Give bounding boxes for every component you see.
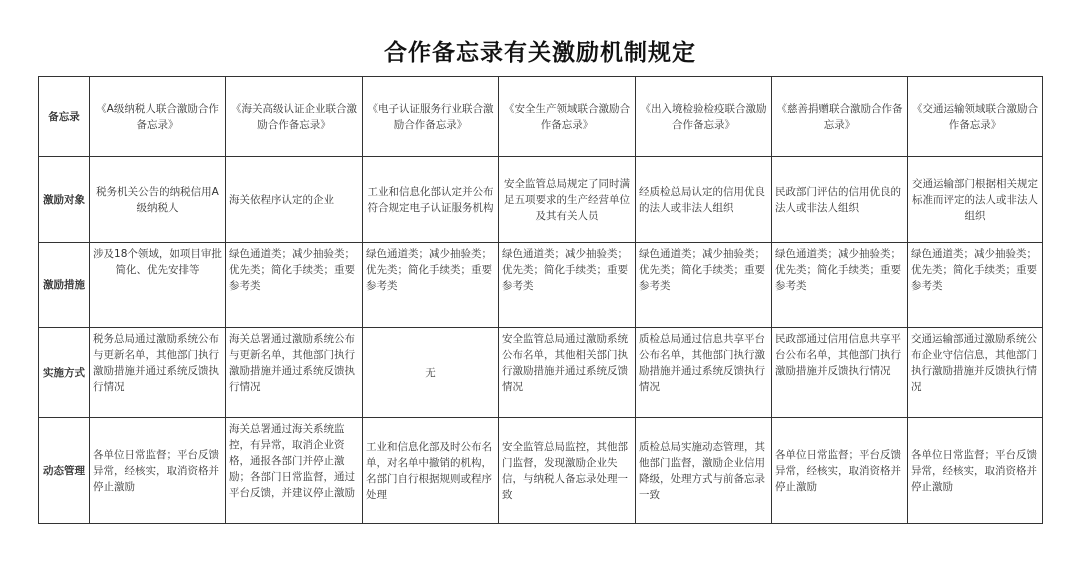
- incentive-table: [38, 76, 1043, 524]
- table-cell: 绿色通道类；减少抽验类；优先类；简化手续类；重要参考类: [908, 243, 1043, 328]
- row-implementation: [39, 328, 1043, 418]
- table-cell: 经质检总局认定的信用优良的法人或非法人组织: [636, 157, 772, 243]
- table-cell: 《电子认证服务行业联合激励合作备忘录》: [363, 77, 499, 157]
- row-header: 动态管理: [39, 418, 90, 524]
- table-cell: 《慈善捐赠联合激励合作备忘录》: [772, 77, 908, 157]
- table-cell: 各单位日常监督；平台反馈异常，经核实，取消资格并停止激励: [772, 418, 908, 524]
- table-cell: 涉及18个领域，如项目审批简化、优先安排等: [90, 243, 226, 328]
- table-cell: 海关总署通过海关系统监控，有异常，取消企业资格，通报各部门并停止激励；各部门日常监督，通过平台反馈，并建议停止激励: [226, 418, 363, 524]
- row-header: 备忘录: [39, 77, 90, 157]
- table-cell: 税务机关公告的纳税信用A级纳税人: [90, 157, 226, 243]
- row-header: 激励对象: [39, 157, 90, 243]
- table-cell: 交通运输部门根据相关规定标准而评定的法人或非法人组织: [908, 157, 1043, 243]
- table-cell: 海关依程序认定的企业: [226, 157, 363, 243]
- table-cell: 海关总署通过激励系统公布与更新名单，其他部门执行激励措施并通过系统反馈执行情况: [226, 328, 363, 418]
- table-cell: 《交通运输领域联合激励合作备忘录》: [908, 77, 1043, 157]
- table-cell: 绿色通道类；减少抽验类；优先类；简化手续类；重要参考类: [636, 243, 772, 328]
- table-cell: 《A级纳税人联合激励合作备忘录》: [90, 77, 226, 157]
- table-cell: 《安全生产领域联合激励合作备忘录》: [499, 77, 636, 157]
- table-cell: 绿色通道类；减少抽验类；优先类；简化手续类；重要参考类: [499, 243, 636, 328]
- table-cell: 无: [363, 328, 499, 418]
- table-cell: 税务总局通过激励系统公布与更新名单，其他部门执行激励措施并通过系统反馈执行情况: [90, 328, 226, 418]
- table-cell: 安全监管总局通过激励系统公布名单，其他相关部门执行激励措施并通过系统反馈情况: [499, 328, 636, 418]
- table-cell: 各单位日常监督；平台反馈异常，经核实，取消资格并停止激励: [90, 418, 226, 524]
- table-cell: 质检总局实施动态管理，其他部门监督，激励企业信用降级，处理方式与前备忘录一致: [636, 418, 772, 524]
- table-cell: 民政部门评估的信用优良的法人或非法人组织: [772, 157, 908, 243]
- row-memo: [39, 77, 1043, 157]
- table-cell: 安全监管总局规定了同时满足五项要求的生产经营单位及其有关人员: [499, 157, 636, 243]
- table-cell: 交通运输部通过激励系统公布企业守信信息，其他部门执行激励措施并反馈执行情况: [908, 328, 1043, 418]
- table-cell: 各单位日常监督；平台反馈异常，经核实，取消资格并停止激励: [908, 418, 1043, 524]
- table-cell: 《海关高级认证企业联合激励合作备忘录》: [226, 77, 363, 157]
- row-measures: [39, 243, 1043, 328]
- page-title: 合作备忘录有关激励机制规定: [384, 40, 696, 66]
- row-target: [39, 157, 1043, 243]
- table-cell: 工业和信息化部及时公布名单，对名单中撤销的机构，名部门自行根据规则或程序处理: [363, 418, 499, 524]
- table-cell: 绿色通道类；减少抽验类；优先类；简化手续类；重要参考类: [772, 243, 908, 328]
- table-cell: 民政部通过信用信息共享平台公布名单，其他部门执行激励措施并反馈执行情况: [772, 328, 908, 418]
- row-header: 激励措施: [39, 243, 90, 328]
- table-cell: 质检总局通过信息共享平台公布名单，其他部门执行激励措施并通过系统反馈执行情况: [636, 328, 772, 418]
- row-header: 实施方式: [39, 328, 90, 418]
- table-cell: 绿色通道类；减少抽验类；优先类；简化手续类；重要参考类: [226, 243, 363, 328]
- table-cell: 绿色通道类；减少抽验类；优先类；简化手续类；重要参考类: [363, 243, 499, 328]
- table-cell: 《出入境检验检疫联合激励合作备忘录》: [636, 77, 772, 157]
- row-dynamic-management: [39, 418, 1043, 524]
- table-cell: 工业和信息化部认定并公布符合规定电子认证服务机构: [363, 157, 499, 243]
- table-cell: 安全监管总局监控，其他部门监督，发现激励企业失信，与纳税人备忘录处理一致: [499, 418, 636, 524]
